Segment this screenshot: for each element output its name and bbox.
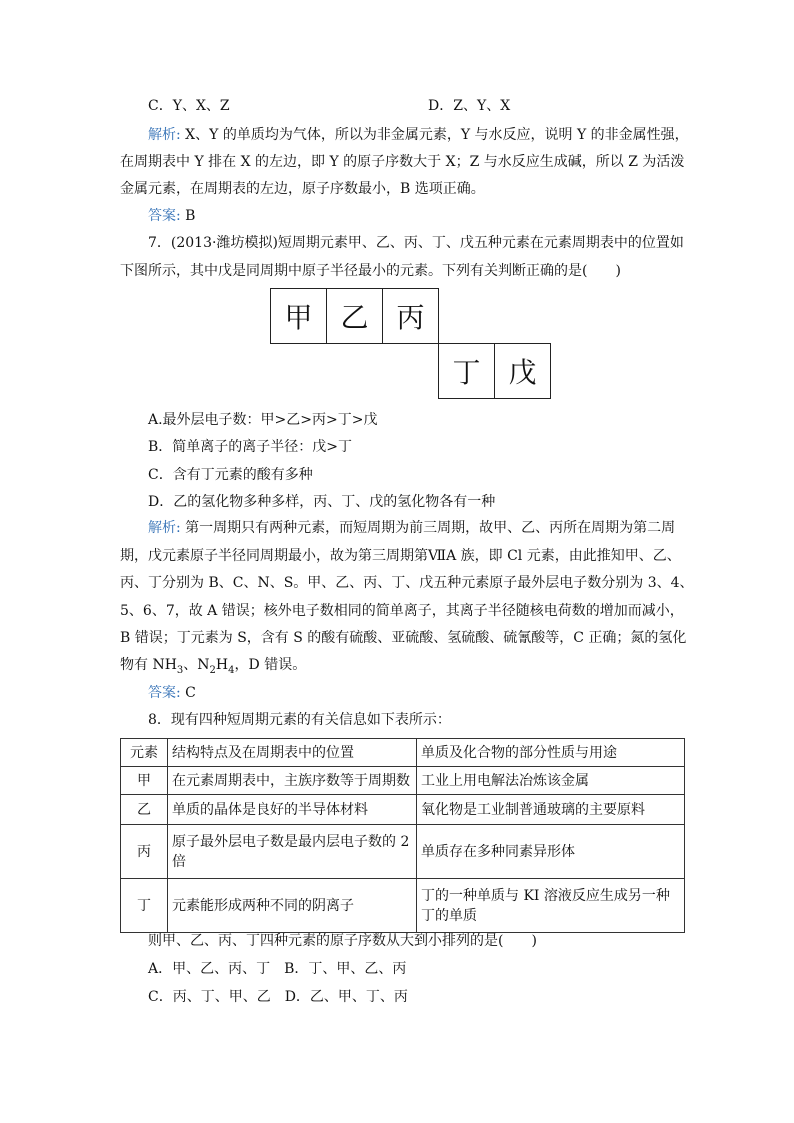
table-row xyxy=(121,879,685,933)
q8-question: 则甲、乙、丙、丁四种元素的原子序数从大到小排列的是( ) xyxy=(148,933,537,949)
table-cell: 氧化物是工业制普通玻璃的主要原料 xyxy=(417,795,685,825)
q6-answer: 答案: B xyxy=(148,208,196,224)
q7-stem-line1: 7．(2013·潍坊模拟)短周期元素甲、乙、丙、丁、戊五种元素在元素周期表中的位置如 xyxy=(148,235,684,251)
q7-analysis-line3: 丙、丁分别为 B、C、N、S。甲、乙、丙、丁、戊五种元素原子最外层电子数分别为 3、4、 xyxy=(120,575,694,591)
q7-option-a: A.最外层电子数：甲>乙>丙>丁>戊 xyxy=(148,412,378,428)
q7-analysis-line4: 5、6、7，故 A 错误；核外电子数相同的简单离子，其离子半径随核电荷数的增加而减小， xyxy=(120,603,684,619)
grid-cell-bing: 丙 xyxy=(382,288,439,344)
table-header-cell: 结构特点及在周期表中的位置 xyxy=(168,739,417,767)
grid-cell-ding: 丁 xyxy=(438,343,495,399)
q7-analysis-line5: B 错误；丁元素为 S，含有 S 的酸有硫酸、亚硫酸、氢硫酸、硫氰酸等，C 正确；氮的氢化 xyxy=(120,630,687,646)
q7-stem-line2: 下图所示，其中戊是同周期中原子半径最小的元素。下列有关判断正确的是( ) xyxy=(120,263,621,279)
table-cell: 工业上用电解法冶炼该金属 xyxy=(417,767,685,795)
table-header-cell: 单质及化合物的部分性质与用途 xyxy=(417,739,685,767)
q6-analysis-line1: 解析: X、Y 的单质均为气体，所以为非金属元素，Y 与水反应，说明 Y 的非金属性强， xyxy=(148,127,689,143)
table-cell: 乙 xyxy=(121,795,168,825)
table-cell: 元素能形成两种不同的阴离子 xyxy=(168,879,417,933)
q6-option-d: D．Z、Y、X xyxy=(428,98,511,114)
table-cell: 在元素周期表中，主族序数等于周期数 xyxy=(168,767,417,795)
analysis-label: 解析: xyxy=(148,520,181,536)
table-row xyxy=(121,825,685,879)
q7-analysis-line2: 期，戊元素原子半径同周期最小，故为第三周期第ⅦA 族，即 Cl 元素，由此推知甲、乙、 xyxy=(120,548,681,564)
grid-cell-wu: 戊 xyxy=(494,343,551,399)
q7-analysis-line6: 物有 $NH_3$、$N_2H_4$，D 错误。 xyxy=(120,657,307,676)
q6-analysis-line3: 金属元素，在周期表的左边，原子序数最小，B 选项正确。 xyxy=(120,181,485,197)
q8-options-ab: A．甲、乙、丙、丁 B．丁、甲、乙、丙 xyxy=(148,961,407,977)
q6-option-c: C．Y、X、Z xyxy=(148,98,230,114)
table-header-row xyxy=(121,739,685,767)
table-cell: 原子最外层电子数是最内层电子数的 2 倍 xyxy=(168,825,417,879)
grid-cell-jia: 甲 xyxy=(270,288,327,344)
analysis-label: 解析: xyxy=(148,127,181,143)
q8-options-cd: C．丙、丁、甲、乙 D．乙、甲、丁、丙 xyxy=(148,989,408,1005)
q8-stem: 8．现有四种短周期元素的有关信息如下表所示： xyxy=(148,712,451,728)
q6-analysis-line2: 在周期表中 Y 排在 X 的左边，即 Y 的原子序数大于 X；Z 与水反应生成碱，所以 Z 为活泼 xyxy=(120,154,685,170)
table-header-cell: 元素 xyxy=(121,739,168,767)
table-cell: 甲 xyxy=(121,767,168,795)
q7-answer: 答案: C xyxy=(148,685,196,701)
table-row xyxy=(121,795,685,825)
grid-cell-yi: 乙 xyxy=(326,288,383,344)
q7-option-b: B．简单离子的离子半径：戊>丁 xyxy=(148,439,353,455)
q7-analysis-line1: 解析: 第一周期只有两种元素，而短周期为前三周期，故甲、乙、丙所在周期为第二周 xyxy=(148,520,676,536)
table-cell: 丙 xyxy=(121,825,168,879)
table-row xyxy=(121,767,685,795)
answer-label: 答案: xyxy=(148,685,181,701)
table-cell: 单质存在多种同素异形体 xyxy=(417,825,685,879)
q7-option-c: C．含有丁元素的酸有多种 xyxy=(148,467,313,483)
table-cell: 丁 xyxy=(121,879,168,933)
element-info-table xyxy=(120,738,685,933)
q7-option-d: D．乙的氢化物多种多样，丙、丁、戊的氢化物各有一种 xyxy=(148,494,496,510)
table-cell: 单质的晶体是良好的半导体材料 xyxy=(168,795,417,825)
answer-label: 答案: xyxy=(148,208,181,224)
table-cell: 丁的一种单质与 KI 溶液反应生成另一种丁的单质 xyxy=(417,879,685,933)
